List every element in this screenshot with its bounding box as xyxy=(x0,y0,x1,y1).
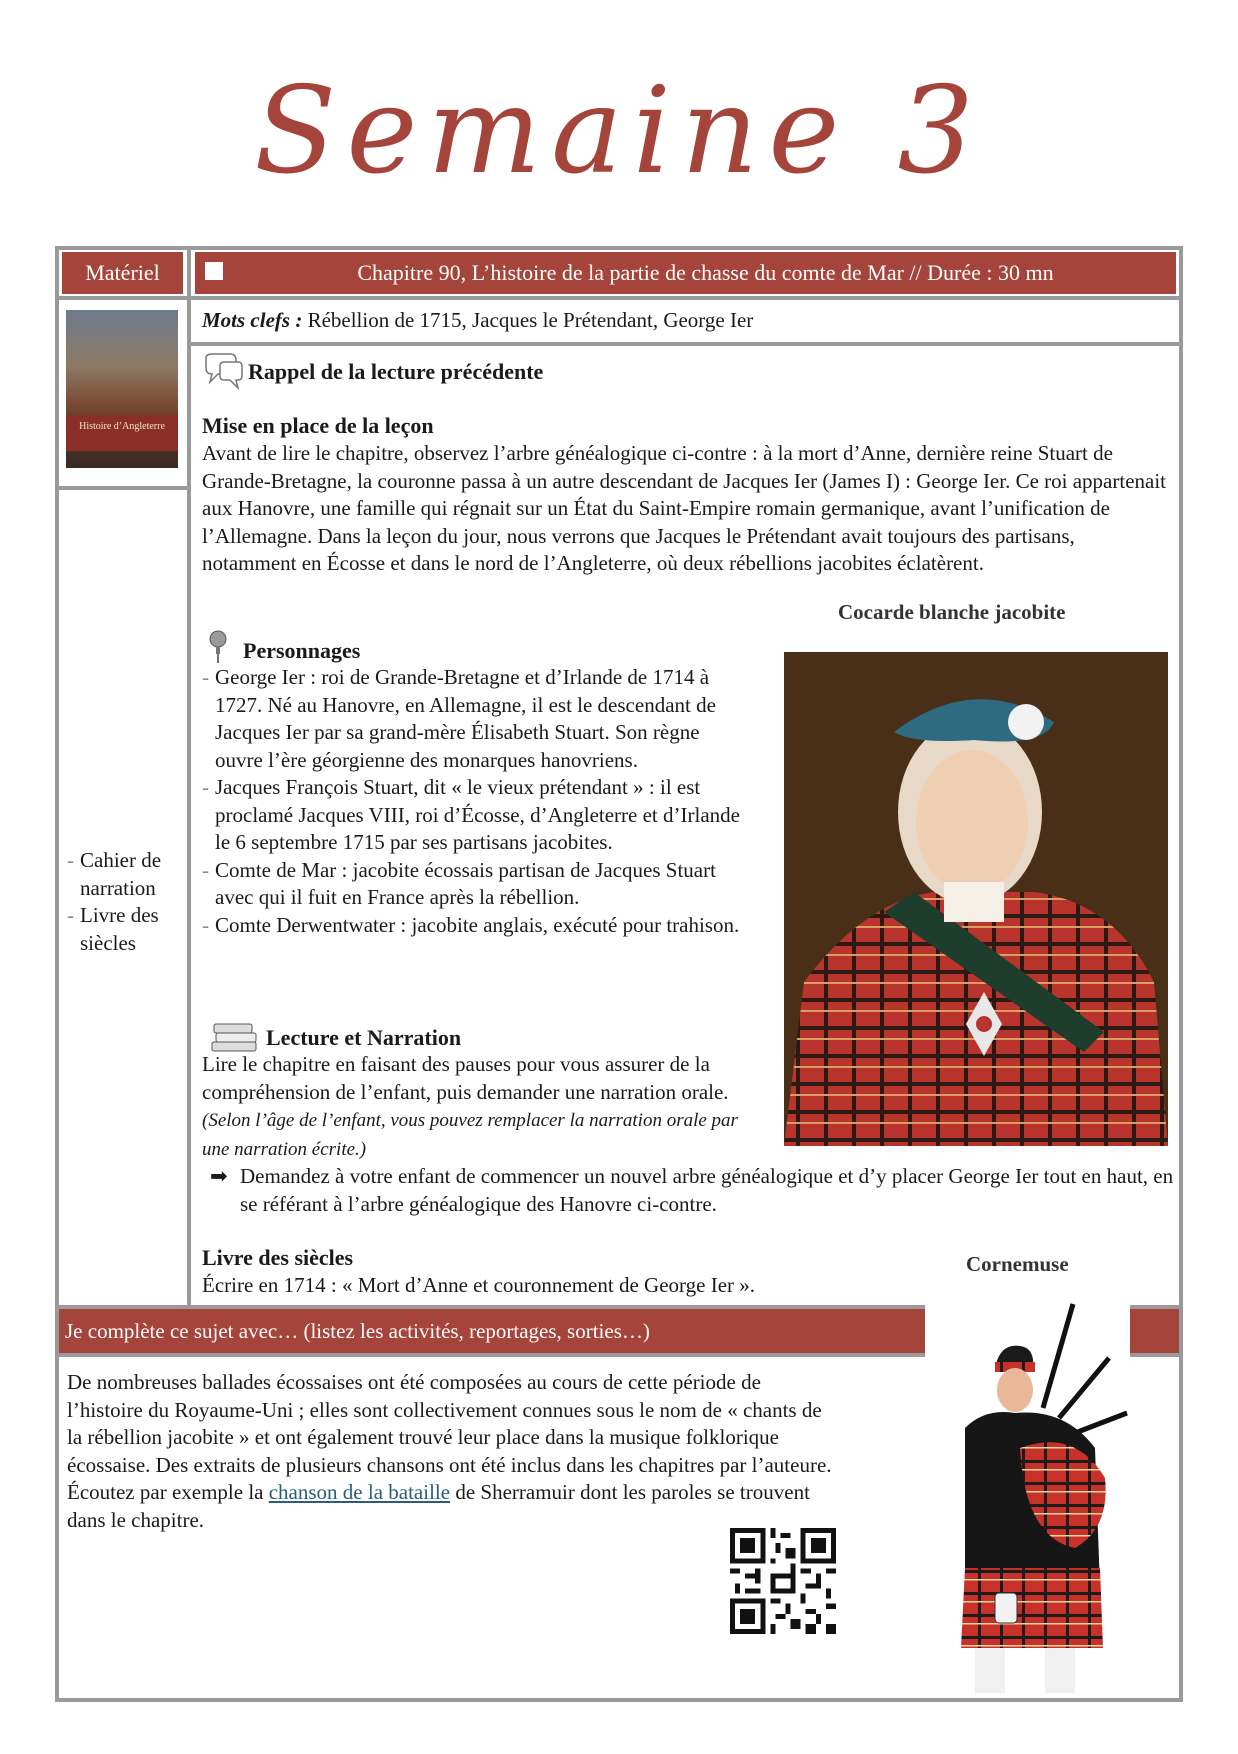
personnage-item: - Jacques François Stuart, dit « le vieux prétendant » : il est proclamé Jacques VIII, roi d’Écosse, d’Angleterre et d’Irlande le 6 septembre 1715 par ses partisans jacobites. xyxy=(202,774,742,857)
personnage-item: - George Ier : roi de Grande-Bretagne et d’Irlande de 1714 à 1727. Né au Hanovre, en Allemagne, il est le descendant de Jacques Ier par sa grand-mère Élisabeth Stuart. Son règne ouvre l’ère géorgienne des monarques hanovriens. xyxy=(202,664,742,774)
portrait-image xyxy=(784,652,1168,1146)
song-link[interactable]: chanson de la bataille xyxy=(268,1480,451,1504)
material-item: - Cahier de narration xyxy=(67,847,183,902)
keywords-text: Rébellion de 1715, Jacques le Prétendant, George Ier xyxy=(307,308,754,332)
keywords-line xyxy=(202,307,1162,335)
personnage-item: - Comte de Mar : jacobite écossais partisan de Jacques Stuart avec qui il fuit en France après la rébellion. xyxy=(202,857,742,912)
row-divider xyxy=(59,296,1179,300)
lecture-heading: Lecture et Narration xyxy=(266,1025,462,1050)
done-checkbox[interactable] xyxy=(205,262,223,280)
livre-siecles-heading: Livre des siècles xyxy=(202,1245,354,1270)
chapter-title: Chapitre 90, L’histoire de la partie de chasse du comte de Mar // Durée : 30 mn xyxy=(357,260,1054,285)
speech-bubble-icon xyxy=(202,352,244,392)
personnages-heading: Personnages xyxy=(243,638,361,663)
personnage-item: - Comte Derwentwater : jacobite anglais, exécuté pour trahison. xyxy=(202,912,742,940)
complete-bar-label: Je complète ce sujet avec… (listez les activités, reportages, sorties…) xyxy=(65,1319,650,1343)
material-item: - Livre des siècles xyxy=(67,902,183,957)
lecture-body: Lire le chapitre en faisant des pauses pour vous assurer de la compréhension de l’enfant, puis demander une narration orale. xyxy=(202,1052,729,1104)
mise-en-place-text: Avant de lire le chapitre, observez l’arbre généalogique ci-contre : à la mort d’Anne, dernière reine Stuart de Grande-Bretagne, la couronne passa à un autre descendant de Jacques Ier (James I) : George Ier. Ce roi appartenait aux Hanovre, une famille qui régnait sur un État du Saint-Empire romain germanique, avant l’unification de l’Allemagne. Dans la leçon du jour, nous verrons que Jacques le Prétendant avait toujours des partisans, notamment en Écosse et dans le nord de l’Angleterre, où deux rébellions jacobites éclatèrent. xyxy=(202,441,1167,575)
pushpin-icon xyxy=(206,630,230,664)
books-icon xyxy=(208,1020,260,1054)
bagpipe-image xyxy=(925,1298,1130,1693)
arrow-icon: ➡ xyxy=(210,1164,228,1188)
keywords-label: Mots clefs : xyxy=(202,308,303,332)
qr-code[interactable] xyxy=(730,1528,836,1634)
complete-text-before: De nombreuses ballades écossaises ont été composées au cours de cette période de l’histoire du Royaume-Uni ; elles sont collectivement connues sous le nom de « chants de la rébellion jacobite » et ont également trouvé leur place dans la musique folklorique écossaise. Des extraits de plusieurs chansons ont été inclus dans les chapitres par l’auteure. Écoutez par exemple la xyxy=(67,1370,832,1504)
arrow-instruction: Demandez à votre enfant de commencer un nouvel arbre généalogique et d’y placer George Ier tout en haut, en se référant à l’arbre généalogique des Hanovre ci-contre. xyxy=(240,1164,1174,1216)
chapter-header xyxy=(195,252,1176,294)
personnages-list xyxy=(202,664,742,939)
mise-en-place-heading: Mise en place de la leçon xyxy=(202,413,434,438)
page-title: Semaine 3 xyxy=(254,62,984,201)
rappel-heading: Rappel de la lecture précédente xyxy=(248,359,544,384)
materiel-header xyxy=(62,252,183,294)
materials-list xyxy=(67,847,183,957)
complete-text-after: de Sherramuir dont les paroles se trouvent dans le chapitre. xyxy=(67,1480,810,1532)
materiel-label: Matériel xyxy=(85,260,160,285)
complete-bar-end xyxy=(1130,1309,1179,1353)
bagpipe-caption: Cornemuse xyxy=(966,1252,1069,1276)
lecture-text xyxy=(202,1051,762,1163)
row-divider xyxy=(59,486,189,490)
complete-text xyxy=(67,1369,837,1534)
book-cover-title: Histoire d’Angleterre xyxy=(79,421,165,432)
livre-siecles-text: Écrire en 1714 : « Mort d’Anne et couronnement de George Ier ». xyxy=(202,1273,756,1297)
lecture-note: (Selon l’âge de l’enfant, vous pouvez remplacer la narration orale par une narration écrite.) xyxy=(202,1110,738,1160)
complete-bar xyxy=(59,1309,925,1353)
row-divider xyxy=(189,342,1179,346)
book-cover xyxy=(66,310,178,468)
portrait-caption: Cocarde blanche jacobite xyxy=(838,600,1066,624)
column-divider xyxy=(187,250,191,1307)
book-cover-band xyxy=(66,415,178,451)
